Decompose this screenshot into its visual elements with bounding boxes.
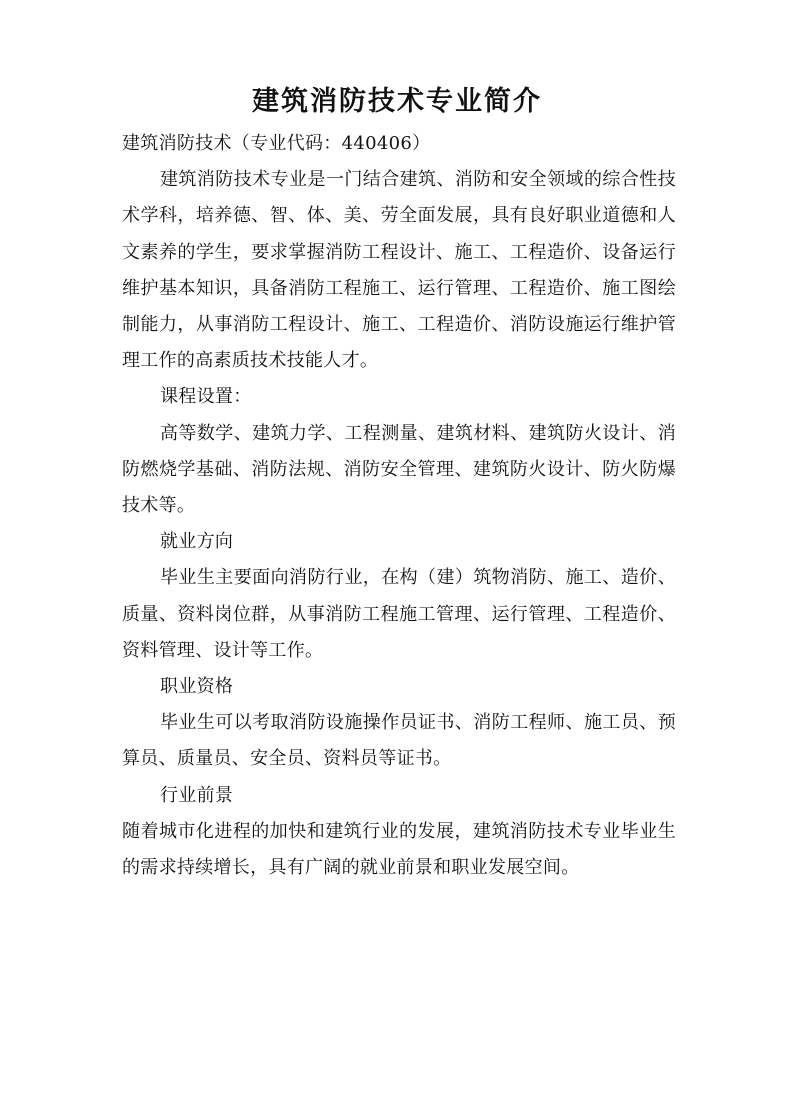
qualification-paragraph: 毕业生可以考取消防设施操作员证书、消防工程师、施工员、预算员、质量员、安全员、资料员等证书。 [122, 712, 676, 770]
intro-paragraph: 建筑消防技术专业是一门结合建筑、消防和安全领域的综合性技术学科，培养德、智、体、美、劳全面发展，具有良好职业道德和人文素养的学生，要求掌握消防工程设计、施工、工程造价、设备运行维护基本知识，具备消防工程施工、运行管理、工程造价、施工图绘制能力，从事消防工程设计、施工、工程造价、消防设施运行维护管理工作的高素质技术技能人才。 [122, 169, 676, 372]
document-body [122, 126, 676, 886]
major-code-line: 建筑消防技术（专业代码：440406） [122, 133, 431, 154]
employment-paragraph: 毕业生主要面向消防行业，在构（建）筑物消防、施工、造价、质量、资料岗位群，从事消防工程施工管理、运行管理、工程造价、资料管理、设计等工作。 [122, 567, 676, 661]
courses-paragraph: 高等数学、建筑力学、工程测量、建筑材料、建筑防火设计、消防燃烧学基础、消防法规、消防安全管理、建筑防火设计、防火防爆技术等。 [122, 422, 676, 517]
courses-heading: 课程设置： [160, 386, 252, 408]
document-title: 建筑消防技术专业简介 [252, 86, 542, 117]
employment-heading: 就业方向 [160, 531, 234, 553]
prospects-paragraph: 随着城市化进程的加快和建筑行业的发展，建筑消防技术专业毕业生的需求持续增长，具有广阔的就业前景和职业发展空间。 [122, 820, 676, 879]
qualification-heading: 职业资格 [160, 676, 234, 698]
prospects-heading: 行业前景 [160, 784, 234, 806]
